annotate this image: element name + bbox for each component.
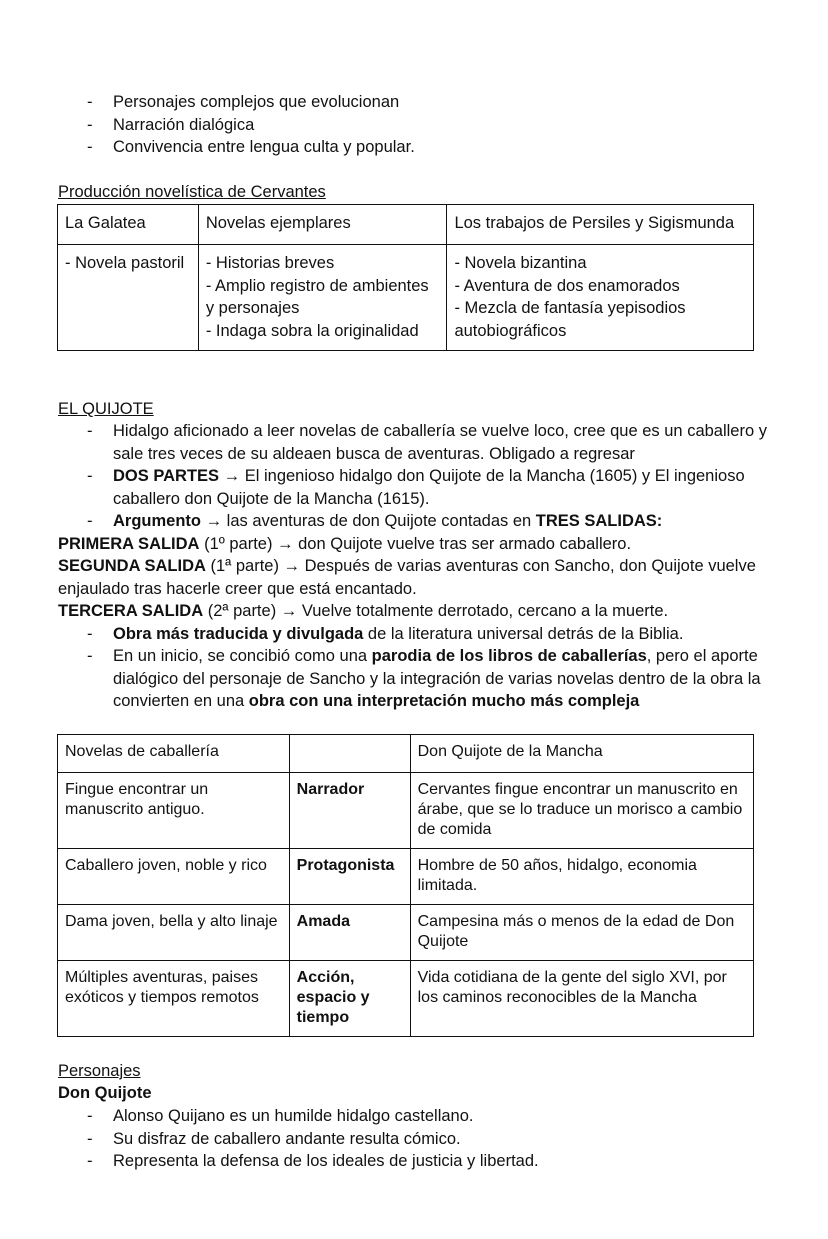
table-cell: Cervantes fingue encontrar un manuscrito en árabe, que se lo traduce un morisco a cambio de comida	[410, 773, 753, 849]
table-cell: Campesina más o menos de la edad de Don Quijote	[410, 905, 753, 961]
item-text: de la literatura universal detrás de la Biblia.	[363, 624, 684, 643]
table-cell: Caballero joven, noble y rico	[58, 849, 290, 905]
list-item	[58, 623, 778, 646]
table-cell: - Novela pastoril	[58, 245, 199, 351]
item-text: En un inicio, se concibió como una	[113, 647, 372, 665]
table-cell: Vida cotidiana de la gente del siglo XVI, por los caminos reconocibles de la Mancha	[410, 961, 753, 1037]
salida-label: PRIMERA SALIDA	[58, 534, 200, 553]
table-row	[58, 773, 754, 849]
table-cell	[289, 773, 410, 849]
subtitle-text: Don Quijote	[58, 1084, 152, 1102]
row-label: Protagonista	[296, 857, 395, 874]
list-item	[58, 510, 778, 533]
salida-2	[58, 555, 778, 600]
list-item: - Personajes complejos que evolucionan	[58, 91, 778, 114]
list-item	[58, 645, 778, 713]
row-label: Acción, espacio y tiempo	[296, 969, 370, 1026]
item-bold: Obra más traducida y divulgada	[113, 624, 364, 643]
list-item	[58, 465, 778, 510]
list-item: - Su disfraz de caballero andante resulta cómico.	[58, 1128, 778, 1151]
personajes-title: Personajes	[58, 1062, 141, 1080]
list-item: - Alonso Quijano es un humilde hidalgo castellano.	[58, 1105, 778, 1128]
personajes-subtitle	[58, 1082, 152, 1105]
item-text: → El ingenioso hidalgo don Quijote de la Mancha (1605) y El ingenioso caballero don Quijote de la Mancha (1615).	[113, 467, 745, 508]
item-bold: DOS PARTES	[113, 467, 220, 485]
item-bold: TRES SALIDAS:	[535, 512, 663, 530]
table-cell: Dama joven, bella y alto linaje	[58, 905, 290, 961]
intro-list	[58, 91, 778, 159]
item-text: Hidalgo aficionado a leer novelas de caballería se vuelve loco, cree que es un caballero y sale tres veces de su aldeaen busca de aventuras. Obligado a regresar	[113, 422, 767, 463]
personajes-list	[58, 1105, 778, 1173]
row-label: Narrador	[296, 781, 365, 798]
table-row	[58, 245, 754, 351]
quijote-title: EL QUIJOTE	[58, 400, 154, 418]
list-item	[58, 420, 778, 465]
table-header-cell: La Galatea	[58, 205, 199, 245]
item-bold: parodia de los libros de caballerías	[371, 647, 647, 665]
quijote-section	[58, 420, 778, 713]
salida-text: (2ª parte) → Vuelve totalmente derrotado, cercano a la muerte.	[203, 602, 669, 620]
list-item: - Narración dialógica	[58, 114, 778, 137]
row-label: Amada	[296, 913, 350, 930]
table-header-cell	[289, 735, 410, 773]
table-header-cell: Don Quijote de la Mancha	[410, 735, 753, 773]
comparacion-table	[57, 734, 754, 1037]
table-cell	[289, 849, 410, 905]
salida-1	[58, 533, 778, 556]
table-row	[58, 961, 754, 1037]
table-header-cell: Novelas ejemplares	[198, 205, 447, 245]
list-item: - Convivencia entre lengua culta y popular.	[58, 136, 778, 159]
item-bold: obra con una interpretación mucho más compleja	[248, 692, 640, 710]
salida-text: (1º parte) → don Quijote vuelve tras ser armado caballero.	[199, 534, 632, 553]
produccion-table	[57, 204, 754, 351]
table-cell: Múltiples aventuras, paises exóticos y tiempos remotos	[58, 961, 290, 1037]
salida-3	[58, 600, 778, 623]
table-cell: Fingue encontrar un manuscrito antiguo.	[58, 773, 290, 849]
table-cell	[289, 961, 410, 1037]
table-cell: - Novela bizantina - Aventura de dos enamorados - Mezcla de fantasía yepisodios autobiográficos	[447, 245, 754, 351]
table-header-cell: Los trabajos de Persiles y Sigismunda	[447, 205, 754, 245]
table-cell: Hombre de 50 años, hidalgo, economia limitada.	[410, 849, 753, 905]
item-text: → las aventuras de don Quijote contadas en	[201, 512, 536, 530]
table-row	[58, 735, 754, 773]
table-row	[58, 905, 754, 961]
list-item: - Representa la defensa de los ideales de justicia y libertad.	[58, 1150, 778, 1173]
item-bold: Argumento	[113, 512, 201, 530]
salida-label: SEGUNDA SALIDA	[58, 557, 206, 575]
quijote-list-b	[58, 623, 778, 713]
table-row	[58, 205, 754, 245]
table-row	[58, 849, 754, 905]
salida-text: (1ª parte) → Después de varias aventuras con Sancho, don Quijote vuelve enjaulado tras hacerle creer que está encantado.	[58, 557, 756, 598]
table-header-cell: Novelas de caballería	[58, 735, 290, 773]
table-cell: - Historias breves - Amplio registro de ambientes y personajes - Indaga sobra la originalidad	[198, 245, 447, 351]
table-cell	[289, 905, 410, 961]
item-text: , pero el aporte dialógico del personaje de Sancho y la integración de varias novelas dentro de la obra la convierten en una	[113, 647, 761, 710]
produccion-title: Producción novelística de Cervantes	[58, 183, 326, 201]
quijote-list-a	[58, 420, 778, 533]
salida-label: TERCERA SALIDA	[58, 602, 204, 620]
